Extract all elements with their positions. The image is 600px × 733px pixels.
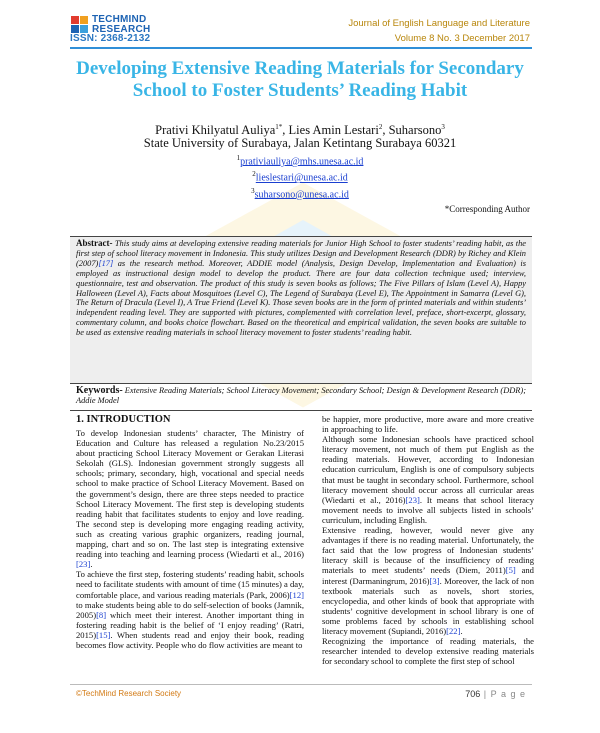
corresponding-author-note: *Corresponding Author [444,204,530,214]
paragraph: Recognizing the importance of reading materials, the researcher intended to develop extensive reading materials for secondary school to complete the first step of school [322,636,534,667]
paragraph: be happier, more productive, more aware and more creative in approaching to life. [322,414,534,435]
author-name-3: , Suharsono [382,123,442,138]
paragraph: Extensive reading, however, would never give any advantages if there is no reading material. Unfortunately, the fact said that the low progress of Indonesian students’ literacy skill is because of the insufficiency of reading materials to meet students’ needs (Diem, 2011)[5] and interest (Darmaningrum, 2016)[3]. Moreover, the lack of non textbook materials such as novels, short stories, encyclopedia, and other kinds of book that appropriate with students’ cognitive development in school library is one of some problems faced by schools in establishing school literacy movement (Supiandi, 2016)[22]. [322,525,534,636]
issn-label: ISSN: 2368-2132 [70,33,151,44]
logo-text-top: TECHMIND [92,14,147,25]
logo-text-bottom: RESEARCH [92,24,151,35]
journal-name: Journal of English Language and Literature [348,18,530,29]
citation-link[interactable]: [22] [446,625,461,636]
email-link-1[interactable]: prativiauliya@mhs.unesa.ac.id [240,156,364,168]
body-column-right [322,414,534,666]
page-label: | P a g e [480,689,526,699]
author-affiliation: State University of Surabaya, Jalan Ketintang Surabaya 60321 [143,136,457,150]
email-link-3[interactable]: suharsono@unesa.ac.id [254,188,349,200]
header-divider [70,47,532,49]
citation-link[interactable]: [17] [98,258,114,268]
footer-copyright: ©TechMind Research Society [76,689,182,698]
footer-page-number [465,689,526,699]
page-number: 706 [465,689,481,699]
citation-link[interactable]: [23] [76,559,91,570]
author-emails: $^1$prativiauliya@mhs.unesa.ac.id $^2$lieslestari@unesa.ac.id $^3$suharsono@unesa.ac.id [236,154,364,200]
keywords: Keywords- Extensive Reading Materials; School Literacy Movement; Secondary School; Design & Development Research (DDR); Addie Model [76,385,526,405]
paper-title: Developing Extensive Reading Materials for Secondary School to Foster Students’ Reading Habit [76,58,524,101]
citation-link[interactable]: [5] [505,565,516,576]
author-name-1: Prativi Khilyatul Auliya [155,123,276,138]
journal-volume: Volume 8 No. 3 December 2017 [394,33,530,44]
email-link-2[interactable]: lieslestari@unesa.ac.id [255,172,348,184]
citation-link[interactable]: [12] [289,589,304,600]
citation-link[interactable]: [23] [405,494,420,505]
footer-divider [70,684,532,685]
paragraph: To develop Indonesian students’ character, The Ministry of Education and Culture has released a regulation No.23/2015 about practicing School Literacy Movement or Gerakan Literasi Sekolah (GLS). Indonesian government strongly suggests all schools; primary, secondary, high, vocational and special needs school to make practice of School Literacy Movement. Based on the government’s design, there are three steps needed to practice School Literacy Movement. The first step is developing students reading habit that facilitates students to enjoy and love reading. The second step is developing more engaging reading activity, such as creating various graphic organizers, reading journal, mapping, chart and so on. The last step is integrating extensive reading into teaching and learning process (Wiedarti et al., 2016)[23]. [76,428,304,570]
journal-info [348,16,530,46]
abstract: Abstract- This study aims at developing extensive reading materials for Junior High School to foster students’ reading habit, as the first step of school literacy movement in Indonesia. This study utilizes Design and Development Research (DDR) by Richey and Klein (2007)[17] as the research method. Moreover, ADDIE model (Analysis, Design Develop, Implementation and Evaluation) is employed as instructional design model to develop the product. There are four data collection technique used; interview, questionnaire, test and observation. The product of this study is seven books as follows; The Five Pillars of Islam (Level A), Happy Halloween (Level A), Facts about Mosquitoes (Level C), The Legend of Surabaya (Level E), The Appointment in Samarra (Level G), The Return of Dracula (Level I), A True Friend (Level K). Those seven books are in the form of printed materials and within students’ independent reading level. They are supported with pictures, complemented with correlation level, preface, short-excerpt, glossary, commentary column, and books choice flowchart. Based on the theoretical and empirical validation, the seven books are suitable to be used as extensive reading materials in school literacy movement to foster students’ reading habit. [76,238,526,338]
keywords-label: Keywords- [76,385,123,396]
citation-link[interactable]: [3] [429,575,440,586]
paragraph: To achieve the first step, fostering students’ reading habit, schools need to facilitate students with amount of time (15 minutes) a day, comfortable place, and various reading materials (Park, 2006)[12] to make students being able to do self-selection of books (Jamnik, 2005)[8] which meet their interest. Another important thing in fostering reading habit is the belief of ‘I enjoy reading’ (Ratri, 2015)[15]. When students read and enjoy their book, reading becomes flow activity. People who do flow activities are meant to [76,569,304,650]
author-name-2: , Lies Amin Lestari [282,123,379,138]
citation-link[interactable]: [15] [96,629,111,640]
author-list: Prativi Khilyatul Auliya$^{1*}$, Lies Amin Lestari$^2$, Suharsono$^3$ [155,123,445,138]
section-heading: 1. INTRODUCTION [76,414,171,425]
body-column-left [76,428,304,650]
citation-link[interactable]: [8] [96,609,107,620]
paragraph: Although some Indonesian schools have practiced school literacy movement, not much of them put English as the reading materials. However, according to Indonesian education curriculum, English is one of compulsory subjects that must be taught in secondary school. Furthermore, school literacy movement should occur across all curricular areas (Wiedarti et al., 2016)[23]. It means that school literacy movement needs to involve all subjects listed in schools’ curriculum, including English. [322,434,534,525]
keywords-divider [70,410,532,411]
abstract-label: Abstract- [76,238,113,248]
